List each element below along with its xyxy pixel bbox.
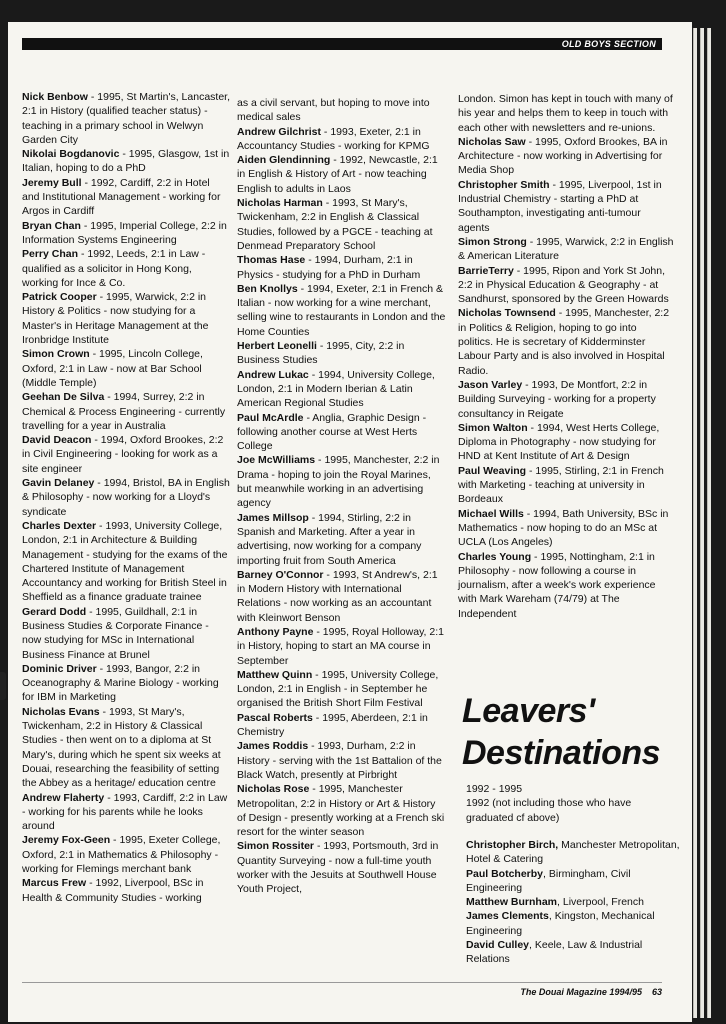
entry — [458, 178, 674, 235]
entry — [22, 176, 230, 219]
entry — [22, 662, 230, 705]
page-edge — [693, 28, 697, 1018]
entry-text: - 1992, Newcastle, 2:1 in English & History of Art - now teaching English to adults in Laos — [237, 154, 438, 195]
entry-text: - 1995, Manchester, 2:2 in Drama - hoping to join the Royal Marines, but meanwhile working in an advertising agency — [237, 454, 440, 510]
entry-text: - 1995, Guildhall, 2:1 in Business Studies & Corporate Finance - now studying for MSc in International Business Finance at Brunel — [22, 605, 209, 661]
entry-name: Nicholas Evans — [22, 705, 100, 718]
page-number: 63 — [651, 987, 662, 997]
entry-name: Paul Botcherby — [466, 867, 544, 880]
entry — [237, 568, 447, 625]
entry-name: Nicholas Harman — [237, 197, 323, 210]
entry-text: - 1995, Stirling, 2:1 in French with Marketing - teaching at university in Bordeaux — [458, 464, 664, 506]
entry — [237, 282, 447, 339]
entry-text: - 1995, Royal Holloway, 2:1 in History, hoping to start an MA course in September — [237, 625, 444, 667]
entry — [458, 378, 674, 421]
heading-line-1: Leavers' — [462, 692, 595, 730]
entry — [458, 421, 674, 464]
entry-name: David Culley — [466, 939, 530, 952]
entry-text: - 1995, Manchester Metropolitan, 2:2 in History or Art & History of Design - presently working at a French ski resort for the winter season — [237, 783, 445, 839]
leavers-note: 1992 (not including those who have graduated cf above) — [466, 797, 632, 824]
entry-name: Joe McWilliams — [237, 454, 316, 467]
entry-text: - 1994, West Herts College, Diploma in Photography - now studying for HND at Kent Institute of Art & Design — [458, 421, 660, 463]
entry-name: BarrieTerry — [458, 264, 514, 277]
entry-name: Barney O'Connor — [237, 568, 324, 581]
entry-name: Christopher Smith — [458, 178, 550, 191]
entry-text: - 1995, Lincoln College, Oxford, 2:1 in Law - now at Bar School (Middle Temple) — [22, 348, 203, 389]
entry — [237, 839, 447, 896]
entry-text: - 1995, St Martin's, Lancaster, 2:1 in History (qualified teacher status) - teaching in a primary school in Welwyn Garden City — [22, 91, 231, 146]
entry — [22, 433, 230, 476]
entry-text: - 1995, Aberdeen, 2:1 in Chemistry — [237, 711, 428, 739]
entry — [237, 453, 447, 510]
entry-text: , Kingston, Mechanical Engineering — [466, 910, 655, 937]
entry-text: - 1993, St Mary's, Twickenham, 2:2 in History & Classical Studies - then went on to a diploma at St Mary's, during which he spent six weeks at Douai, researching the feasibility of setting the Abbey as a heritage/ education centre — [22, 705, 221, 790]
entry — [458, 264, 674, 307]
binding-mark — [0, 672, 6, 700]
entry — [458, 235, 674, 264]
entry-name: James Millsop — [237, 511, 309, 524]
entry — [22, 247, 230, 290]
entry-name: Pascal Roberts — [237, 711, 313, 724]
entry — [22, 147, 230, 176]
entry — [237, 253, 447, 282]
entry — [237, 668, 447, 711]
entry — [458, 306, 674, 377]
entry — [22, 605, 230, 662]
entry — [237, 339, 447, 368]
entry-name: Matthew Quinn — [237, 668, 313, 681]
entry-text: - 1995, Exeter College, Oxford, 2:1 in Mathematics & Philosophy - working for Flemings merchant bank — [22, 834, 221, 876]
entry — [237, 368, 447, 411]
entry-name: Charles Dexter — [22, 519, 97, 532]
entry-name: Nikolai Bogdanovic — [22, 148, 120, 161]
entry — [22, 219, 230, 248]
entry-name: Jeremy Fox-Geen — [22, 834, 111, 847]
entry-text: , Birmingham, Civil Engineering — [466, 867, 631, 894]
entry-name: Simon Crown — [22, 348, 90, 361]
entry-name: Simon Walton — [458, 421, 528, 434]
entry — [237, 196, 447, 253]
entry — [237, 625, 447, 668]
footer-rule — [22, 982, 662, 983]
entry-text: - 1995, University College, London, 2:1 in English - in September he organised the British Short Film Festival — [237, 668, 439, 710]
entry-text: - 1995, Imperial College, 2:2 in Information Systems Engineering — [22, 219, 227, 246]
entry-text: - 1995, Oxford Brookes, BA in Architecture - now working in Advertising for Media Shop — [458, 135, 668, 177]
column-2 — [237, 96, 447, 897]
entry-text: Manchester Metropolitan, Hotel & Catering — [466, 839, 680, 866]
entry-name: Dominic Driver — [22, 662, 97, 675]
entry-name: Patrick Cooper — [22, 291, 97, 304]
entry-text: - 1995, Warwick, 2:2 in English & American Literature — [458, 235, 674, 263]
entry-name: James Clements — [466, 910, 549, 923]
entry — [466, 838, 680, 867]
leavers-list — [466, 838, 680, 967]
column-3 — [458, 92, 674, 621]
footer — [400, 987, 662, 997]
entry — [22, 705, 230, 791]
entry-name: Matthew Burnham — [466, 896, 558, 909]
magazine-title: The Douai Magazine 1994/95 — [520, 987, 642, 997]
entry-text: - 1992, Liverpool, BSc in Health & Community Studies - working — [22, 877, 204, 904]
entry — [22, 876, 230, 905]
leavers-heading — [462, 690, 682, 774]
entry-name: Bryan Chan — [22, 219, 81, 232]
entry — [466, 895, 680, 909]
entry — [22, 290, 230, 347]
entry-name: Jeremy Bull — [22, 176, 82, 189]
entry-text: - 1994, Durham, 2:1 in Physics - studying for a PhD in Durham — [237, 254, 421, 281]
entry — [22, 347, 230, 390]
leavers-years: 1992 - 1995 — [466, 783, 523, 795]
entry-name: Andrew Lukac — [237, 368, 309, 381]
entry-name: Simon Rossiter — [237, 840, 315, 853]
entry-text: - 1993, University College, London, 2:1 in Architecture & Building Management - studying for the exams of the Chartered Institute of Management Accountancy and working for British Steel in Sheffield as a finance graduate trainee — [22, 519, 228, 604]
entry-name: Thomas Hase — [237, 254, 306, 267]
entry-name: Michael Wills — [458, 507, 524, 520]
entry-name: Andrew Gilchrist — [237, 125, 322, 138]
entry — [237, 411, 447, 454]
entry — [237, 153, 447, 196]
entry — [237, 711, 447, 740]
page-edge — [700, 28, 704, 1018]
entry-text: - 1993, Bangor, 2:2 in Oceanography & Marine Biology - working for IBM in Marketing — [22, 662, 219, 704]
entry-text: - 1994, Exeter, 2:1 in French & Italian - now working for a wine merchant, selling wine to restaurants in London and the Home Counties — [237, 282, 446, 338]
entry-text: , Keele, Law & Industrial Relations — [466, 939, 643, 966]
continued-text: London. Simon has kept in touch with many of his year and helps them to keep in touch with each other with newsletters and re-unions. — [458, 93, 673, 134]
entry-text: - 1993, Cardiff, 2:2 in Law - working for his parents while he looks around — [22, 791, 228, 833]
entry — [466, 867, 680, 896]
entry — [237, 125, 447, 154]
entry — [237, 511, 447, 568]
entry-name: Ben Knollys — [237, 282, 298, 295]
entry-text: - 1995, Manchester, 2:2 in Politics & Religion, hoping to go into politics. He is secretary of Kidderminster Labour Party and is also involved in Hospital Radio. — [458, 307, 670, 377]
entry-text: - 1993, St Andrew's, 2:1 in Modern History with International Relations - now working as an accountant with Kleinwort Benson — [237, 568, 438, 624]
entry-name: Gavin Delaney — [22, 477, 95, 490]
entry-text: - 1995, Nottingham, 2:1 in Philosophy - now following a course in journalism, after a week's work experience with Mark Wareham (74/79) at The Independent — [458, 550, 656, 620]
section-title: OLD BOYS SECTION — [561, 39, 656, 49]
entry-name: Marcus Frew — [22, 877, 87, 890]
entry-text: - 1993, De Montfort, 2:2 in Building Surveying - working for a property consultancy in Reigate — [458, 378, 656, 420]
entry — [458, 507, 674, 550]
entry — [22, 833, 230, 876]
entry-name: Nicholas Rose — [237, 783, 310, 796]
entry-text: - 1993, Durham, 2:2 in History - serving with the 1st Battalion of the Black Watch, presently at Pirbright — [237, 740, 442, 781]
entry — [237, 739, 447, 782]
entry — [458, 464, 674, 507]
entry-name: Paul McArdle — [237, 411, 304, 424]
entry-name: Perry Chan — [22, 248, 79, 261]
entry-name: Charles Young — [458, 550, 532, 563]
entry-text: - 1994, Surrey, 2:2 in Chemical & Process Engineering - currently travelling for a year in Australia — [22, 391, 226, 432]
entry-text: , Liverpool, French — [557, 896, 644, 909]
entry — [22, 519, 230, 605]
entry-text: - Anglia, Graphic Design - following another course at West Herts College — [237, 411, 427, 453]
entry-name: David Deacon — [22, 434, 92, 447]
entry-name: James Roddis — [237, 740, 309, 753]
entry-name: Nicholas Townsend — [458, 307, 556, 320]
entry-name: Aiden Glendinning — [237, 154, 331, 167]
entry-text: - 1995, Warwick, 2:2 in History & Politics - now studying for a Master's in Heritage Management at the Ironbridge Institute — [22, 291, 209, 347]
entry-name: Nick Benbow — [22, 91, 88, 103]
entry-name: Christopher Birch, — [466, 839, 559, 851]
entry — [22, 476, 230, 519]
entry-text: - 1993, St Mary's, Twickenham, 2:2 in English & Classical Studies, followed by a PGCE - teaching at Denmead Preparatory School — [237, 197, 433, 252]
entry-name: Gerard Dodd — [22, 605, 87, 618]
entry-name: Anthony Payne — [237, 625, 314, 638]
section-banner — [22, 38, 662, 50]
entry-text: - 1995, Glasgow, 1st in Italian, hoping to do a PhD — [22, 148, 230, 175]
entry — [22, 791, 230, 834]
entry-name: Jason Varley — [458, 378, 523, 391]
page-edge — [707, 28, 711, 1018]
entry-text: - 1994, Bristol, BA in English & Philosophy - now working for a Lloyd's syndicate — [22, 477, 230, 518]
entry-text: - 1995, Liverpool, 1st in Industrial Chemistry - starting a PhD at Southampton, investigating anti-tumour agents — [458, 178, 662, 234]
leavers-subtitle — [466, 782, 680, 825]
entry-text: - 1994, Bath University, BSc in Mathematics - now hoping to do an MSc at UCLA (Los Angeles) — [458, 507, 669, 549]
entry-name: Simon Strong — [458, 235, 527, 248]
entry — [458, 550, 674, 621]
entry-text: - 1992, Leeds, 2:1 in Law - qualified as a solicitor in Hong Kong, working for Ince & Co. — [22, 248, 206, 289]
entry-text: - 1992, Cardiff, 2:2 in Hotel and Institutional Management - working for Argos in Cardiff — [22, 176, 221, 218]
entry — [458, 135, 674, 178]
column-1 — [22, 90, 230, 905]
entry-text: - 1994, Stirling, 2:2 in Spanish and Marketing. After a year in advertising, now working for a company importing fruit from South America — [237, 511, 422, 567]
entry-name: Herbert Leonelli — [237, 340, 317, 353]
entry-text: - 1995, City, 2:2 in Business Studies — [237, 340, 405, 367]
entry — [22, 90, 230, 147]
heading-line-2: Destinations — [462, 734, 661, 772]
continued-text: as a civil servant, but hoping to move into medical sales — [237, 97, 430, 124]
entry-name: Andrew Flaherty — [22, 791, 105, 804]
entry — [22, 390, 230, 433]
entry-name: Paul Weaving — [458, 464, 527, 477]
entry-text: - 1994, University College, London, 2:1 in Modern Iberian & Latin American Regional Studies — [237, 368, 435, 410]
entry — [466, 909, 680, 938]
entry — [466, 938, 680, 967]
entry-text: - 1993, Portsmouth, 3rd in Quantity Surveying - now a full-time youth worker with the Jesuits at Southwell House Youth Project, — [237, 840, 439, 896]
entry-name: Geehan De Silva — [22, 391, 105, 404]
entry-text: - 1994, Oxford Brookes, 2:2 in Civil Engineering - looking for work as a site engineer — [22, 434, 224, 475]
entry-name: Nicholas Saw — [458, 135, 526, 148]
entry-text: - 1993, Exeter, 2:1 in Accountancy Studies - working for KPMG — [237, 125, 430, 152]
entry-text: - 1995, Ripon and York St John, 2:2 in Physical Education & Geography - at Sandhurst, sponsored by the Green Howards — [458, 264, 669, 306]
entry — [237, 782, 447, 839]
